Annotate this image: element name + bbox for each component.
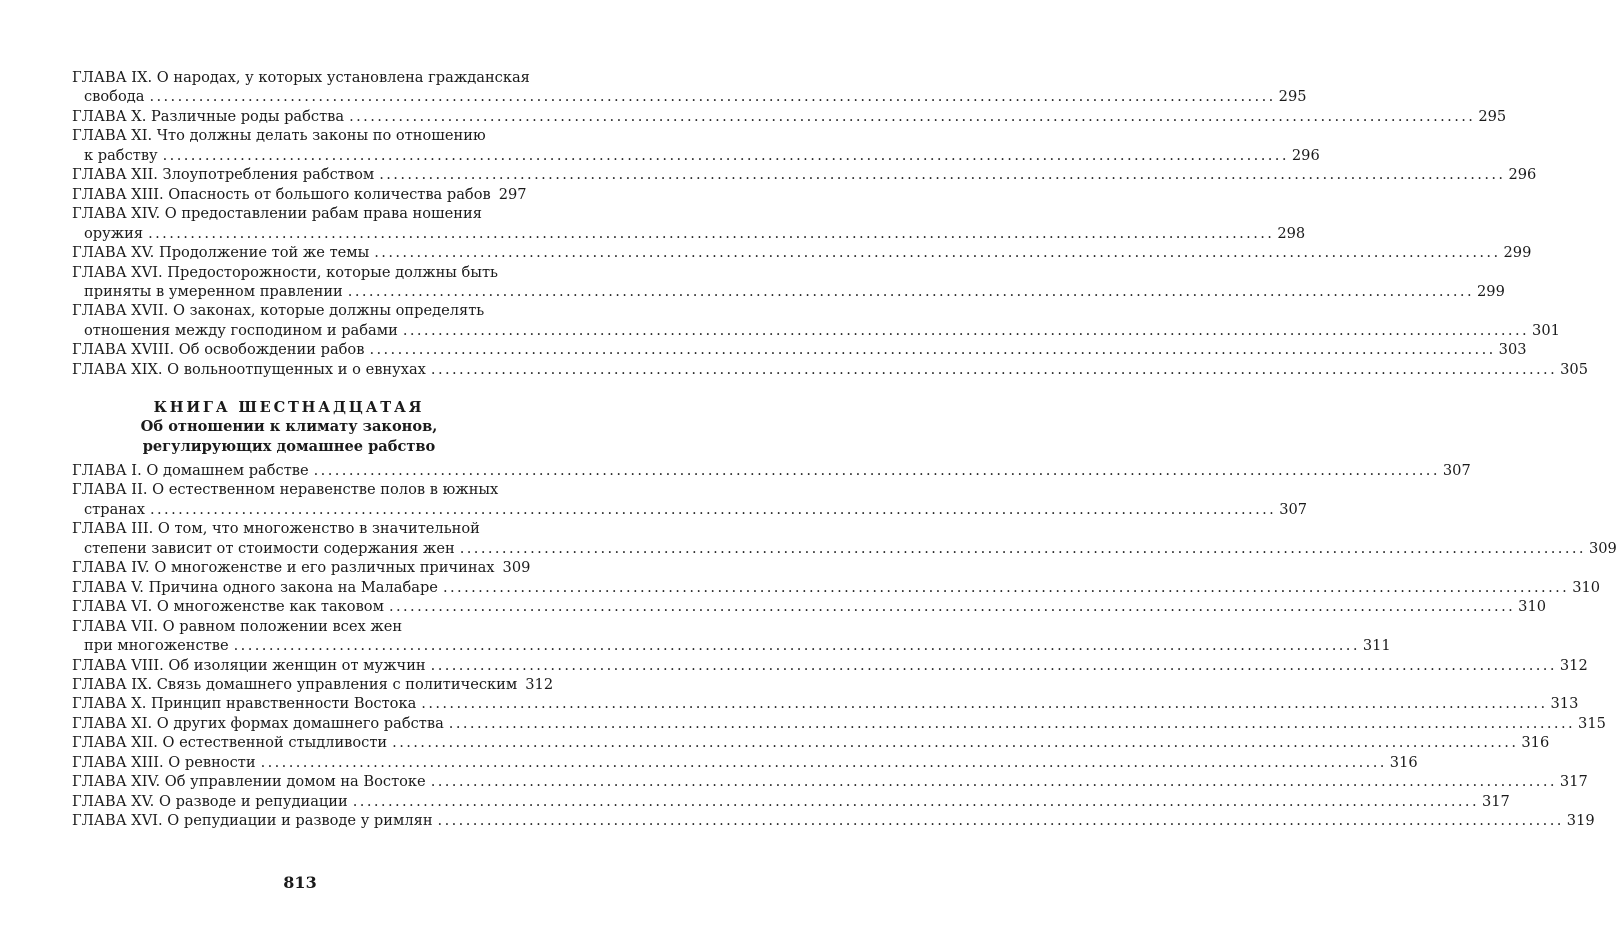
toc-entry-line: ГЛАВА III. О том, что многоженство в значительной [72, 520, 480, 538]
toc-entry [72, 753, 1418, 772]
toc-entry-line [72, 597, 1547, 616]
toc-entry-line [72, 360, 1588, 379]
dot-leader: ................................................................................................................................................................ [459, 539, 1586, 557]
toc-entry-title: странах [84, 500, 145, 518]
toc-entry-line [72, 675, 554, 694]
toc-entry-line [72, 656, 1588, 675]
toc-entry [72, 68, 1307, 107]
page-number: 813 [283, 873, 317, 892]
dot-leader: ................................................................................................................................................................ [148, 224, 1275, 242]
toc-entry-line [72, 578, 1601, 597]
toc-entry-line [72, 539, 1617, 558]
toc-entry [72, 792, 1510, 811]
toc-entry-page: 303 [1498, 341, 1527, 359]
toc-entry [72, 714, 1606, 733]
toc-entry [72, 656, 1588, 675]
toc-entry-page: 310 [1572, 578, 1601, 596]
book-subtitle-line: Об отношении к климату законов, [140, 418, 438, 436]
toc-entry-line [72, 461, 1471, 480]
toc-entry [72, 243, 1532, 262]
toc-entry [72, 204, 1306, 243]
dot-leader: ................................................................................................................................................................ [149, 88, 1276, 106]
dot-leader: ................................................................................................................................................................ [349, 107, 1476, 125]
dot-leader: ................................................................................................................................................................ [313, 462, 1440, 479]
toc-entry [72, 733, 1550, 752]
toc-entry-line [72, 694, 1579, 713]
toc-entry-title: ГЛАВА VI. О многоженстве как таковом [72, 598, 384, 616]
toc-entry [72, 558, 531, 577]
toc-entry-title: ГЛАВА X. Различные роды рабства [72, 107, 345, 125]
toc-entry-line [72, 500, 1308, 519]
toc-entry-line [72, 811, 1595, 830]
toc-entry-page: 312 [525, 675, 554, 693]
toc-entry-page: 317 [1559, 773, 1588, 791]
toc-entry-page: 305 [1560, 360, 1588, 378]
toc-entry-page: 319 [1566, 812, 1595, 830]
dot-leader: ................................................................................................................................................................ [442, 578, 1570, 596]
toc-entry-title: ГЛАВА XII. Злоупотребления рабством [72, 166, 375, 184]
toc-entry [72, 263, 1505, 302]
dot-leader: ................................................................................................................................................................ [233, 637, 1360, 655]
toc-entry-title: степени зависит от стоимости содержания жен [84, 539, 455, 557]
toc-entry-line [72, 733, 1550, 752]
toc-entry [72, 480, 1308, 519]
toc-entry-title: ГЛАВА IX. Связь домашнего управления с политическим [72, 675, 518, 693]
toc-entry-title: ГЛАВА XIII. О ревности [72, 753, 256, 771]
toc-entry-line: ГЛАВА XIV. О предоставлении рабам права ношения [72, 205, 482, 223]
toc-entry [72, 340, 1527, 359]
toc-entry-title: ГЛАВА XI. О других формах домашнего рабства [72, 714, 444, 732]
toc-entry-page: 296 [1291, 146, 1320, 164]
dot-leader: ................................................................................................................................................................ [260, 753, 1387, 771]
toc-entry-page: 317 [1481, 792, 1510, 810]
toc-entry [72, 578, 1601, 597]
toc-entry-line [72, 165, 1537, 184]
toc-entry [72, 675, 554, 694]
dot-leader: ................................................................................................................................................................ [374, 244, 1501, 262]
toc-entry-line: ГЛАВА XI. Что должны делать законы по отношению [72, 127, 486, 145]
book-subtitle-line: регулирующих домашнее рабство [142, 437, 436, 455]
toc-entry-line: ГЛАВА XVI. Предосторожности, которые должны быть [72, 263, 498, 281]
toc-entry-line [72, 185, 527, 204]
toc-entry-line: ГЛАВА IX. О народах, у которых установлена гражданская [72, 69, 530, 86]
toc-entry-title: при многоженстве [84, 637, 229, 655]
toc-entry-page: 311 [1362, 637, 1391, 655]
book-heading [72, 398, 506, 456]
dot-leader: ................................................................................................................................................................ [430, 360, 1558, 378]
toc-entry-line [72, 107, 1507, 126]
toc-entry [72, 126, 1320, 165]
toc-entry [72, 597, 1547, 616]
toc-entry-line: ГЛАВА XVII. О законах, которые должны определять [72, 302, 485, 320]
dot-leader: ................................................................................................................................................................ [388, 598, 1516, 616]
dot-leader: ................................................................................................................................................................ [430, 773, 1557, 791]
toc-entry-line [72, 340, 1527, 359]
toc-entry-title: ГЛАВА XV. Продолжение той же темы [72, 244, 370, 262]
toc-entry-title: ГЛАВА VIII. Об изоляции женщин от мужчин [72, 656, 426, 674]
toc-entry-title: ГЛАВА IV. О многоженстве и его различных причинах [72, 559, 495, 577]
toc-entry-line [72, 282, 1505, 301]
toc-list-continued [72, 68, 1588, 379]
dot-leader: ................................................................................................................................................................ [162, 146, 1289, 164]
toc-entry-line [72, 87, 1307, 106]
dot-leader: ................................................................................................................................................................ [347, 282, 1475, 300]
toc-entry-page: 310 [1518, 598, 1547, 616]
toc-entry-title: ГЛАВА XIV. Об управлении домом на Востоке [72, 773, 426, 791]
toc-entry-line [72, 636, 1391, 655]
toc-entry-page: 312 [1559, 656, 1588, 674]
toc-entry-line [72, 792, 1510, 811]
toc-entry-page: 307 [1279, 500, 1308, 518]
toc-entry [72, 772, 1588, 791]
toc-entry-page: 298 [1277, 224, 1306, 242]
toc-entry-line [72, 753, 1418, 772]
toc-entry-page: 309 [502, 559, 531, 577]
dot-leader: ................................................................................................................................................................ [430, 656, 1557, 674]
toc-entry-line: ГЛАВА VII. О равном положении всех жен [72, 617, 403, 635]
dot-leader: ................................................................................................................................................................ [369, 341, 1496, 359]
toc-entry-page: 299 [1477, 282, 1505, 300]
toc-entry-title: к рабству [84, 146, 158, 164]
toc-entry [72, 617, 1391, 656]
toc-entry-title: ГЛАВА XVIII. Об освобождении рабов [72, 341, 365, 359]
toc-entry [72, 165, 1537, 184]
toc-entry-title: отношения между господином и рабами [84, 321, 398, 339]
toc-entry [72, 185, 527, 204]
toc-entry-page: 296 [1508, 166, 1537, 184]
dot-leader: ................................................................................................................................................................ [437, 812, 1564, 830]
toc-entry-line [72, 321, 1560, 340]
toc-entry-title: ГЛАВА XVI. О репудиации и разводе у римлян [72, 812, 433, 830]
toc-entry-line [72, 558, 531, 577]
toc-entry [72, 360, 1588, 379]
book-title: КНИГА ШЕСТНАДЦАТАЯ [153, 399, 425, 416]
toc-entry-page: 295 [1478, 107, 1507, 125]
toc-entry [72, 519, 1617, 558]
dot-leader: ................................................................................................................................................................ [421, 695, 1548, 713]
toc-entry-title: ГЛАВА XIII. Опасность от большого количества рабов [72, 185, 491, 203]
toc-entry-page: 295 [1278, 88, 1307, 106]
toc-entry [72, 461, 1471, 480]
toc-entry-page: 301 [1532, 321, 1560, 339]
toc-entry-title: ГЛАВА XII. О естественной стыдливости [72, 734, 388, 752]
toc-entry-page: 307 [1442, 462, 1471, 479]
toc-entry-line [72, 243, 1532, 262]
toc-entry-line [72, 772, 1588, 791]
dot-leader: ................................................................................................................................................................ [402, 321, 1530, 339]
toc-entry-title: ГЛАВА I. О домашнем рабстве [72, 462, 309, 479]
toc-entry-page: 316 [1389, 753, 1418, 771]
toc-entry-page: 297 [498, 185, 527, 203]
toc-entry-page: 315 [1578, 714, 1606, 732]
toc-entry-title: ГЛАВА X. Принцип нравственности Востока [72, 695, 417, 713]
toc-entry-title: приняты в умеренном правлении [84, 282, 343, 300]
toc-entry-line: ГЛАВА II. О естественном неравенстве полов в южных [72, 481, 499, 499]
dot-leader: ................................................................................................................................................................ [352, 792, 1479, 810]
toc-list-book16 [72, 461, 1617, 831]
toc-entry-page: 316 [1521, 734, 1550, 752]
toc-entry [72, 301, 1560, 340]
toc-entry [72, 811, 1595, 830]
dot-leader: ................................................................................................................................................................ [149, 500, 1277, 518]
toc-entry-page: 309 [1588, 539, 1617, 557]
toc-entry-line [72, 714, 1606, 733]
toc-entry-title: ГЛАВА V. Причина одного закона на Малабаре [72, 578, 438, 596]
toc-entry-line [72, 224, 1306, 243]
toc-entry [72, 107, 1507, 126]
toc-entry-line [72, 146, 1320, 165]
toc-entry-title: ГЛАВА XIX. О вольноотпущенных и о евнухах [72, 360, 426, 378]
dot-leader: ................................................................................................................................................................ [392, 734, 1519, 752]
toc-entry-title: свобода [84, 88, 145, 106]
toc-entry-title: ГЛАВА XV. О разводе и репудиации [72, 792, 348, 810]
toc-entry [72, 694, 1579, 713]
toc-entry-page: 299 [1503, 244, 1532, 262]
dot-leader: ................................................................................................................................................................ [448, 714, 1576, 732]
toc-entry-page: 313 [1550, 695, 1579, 713]
dot-leader: ................................................................................................................................................................ [379, 166, 1506, 184]
toc-entry-title: оружия [84, 224, 144, 242]
